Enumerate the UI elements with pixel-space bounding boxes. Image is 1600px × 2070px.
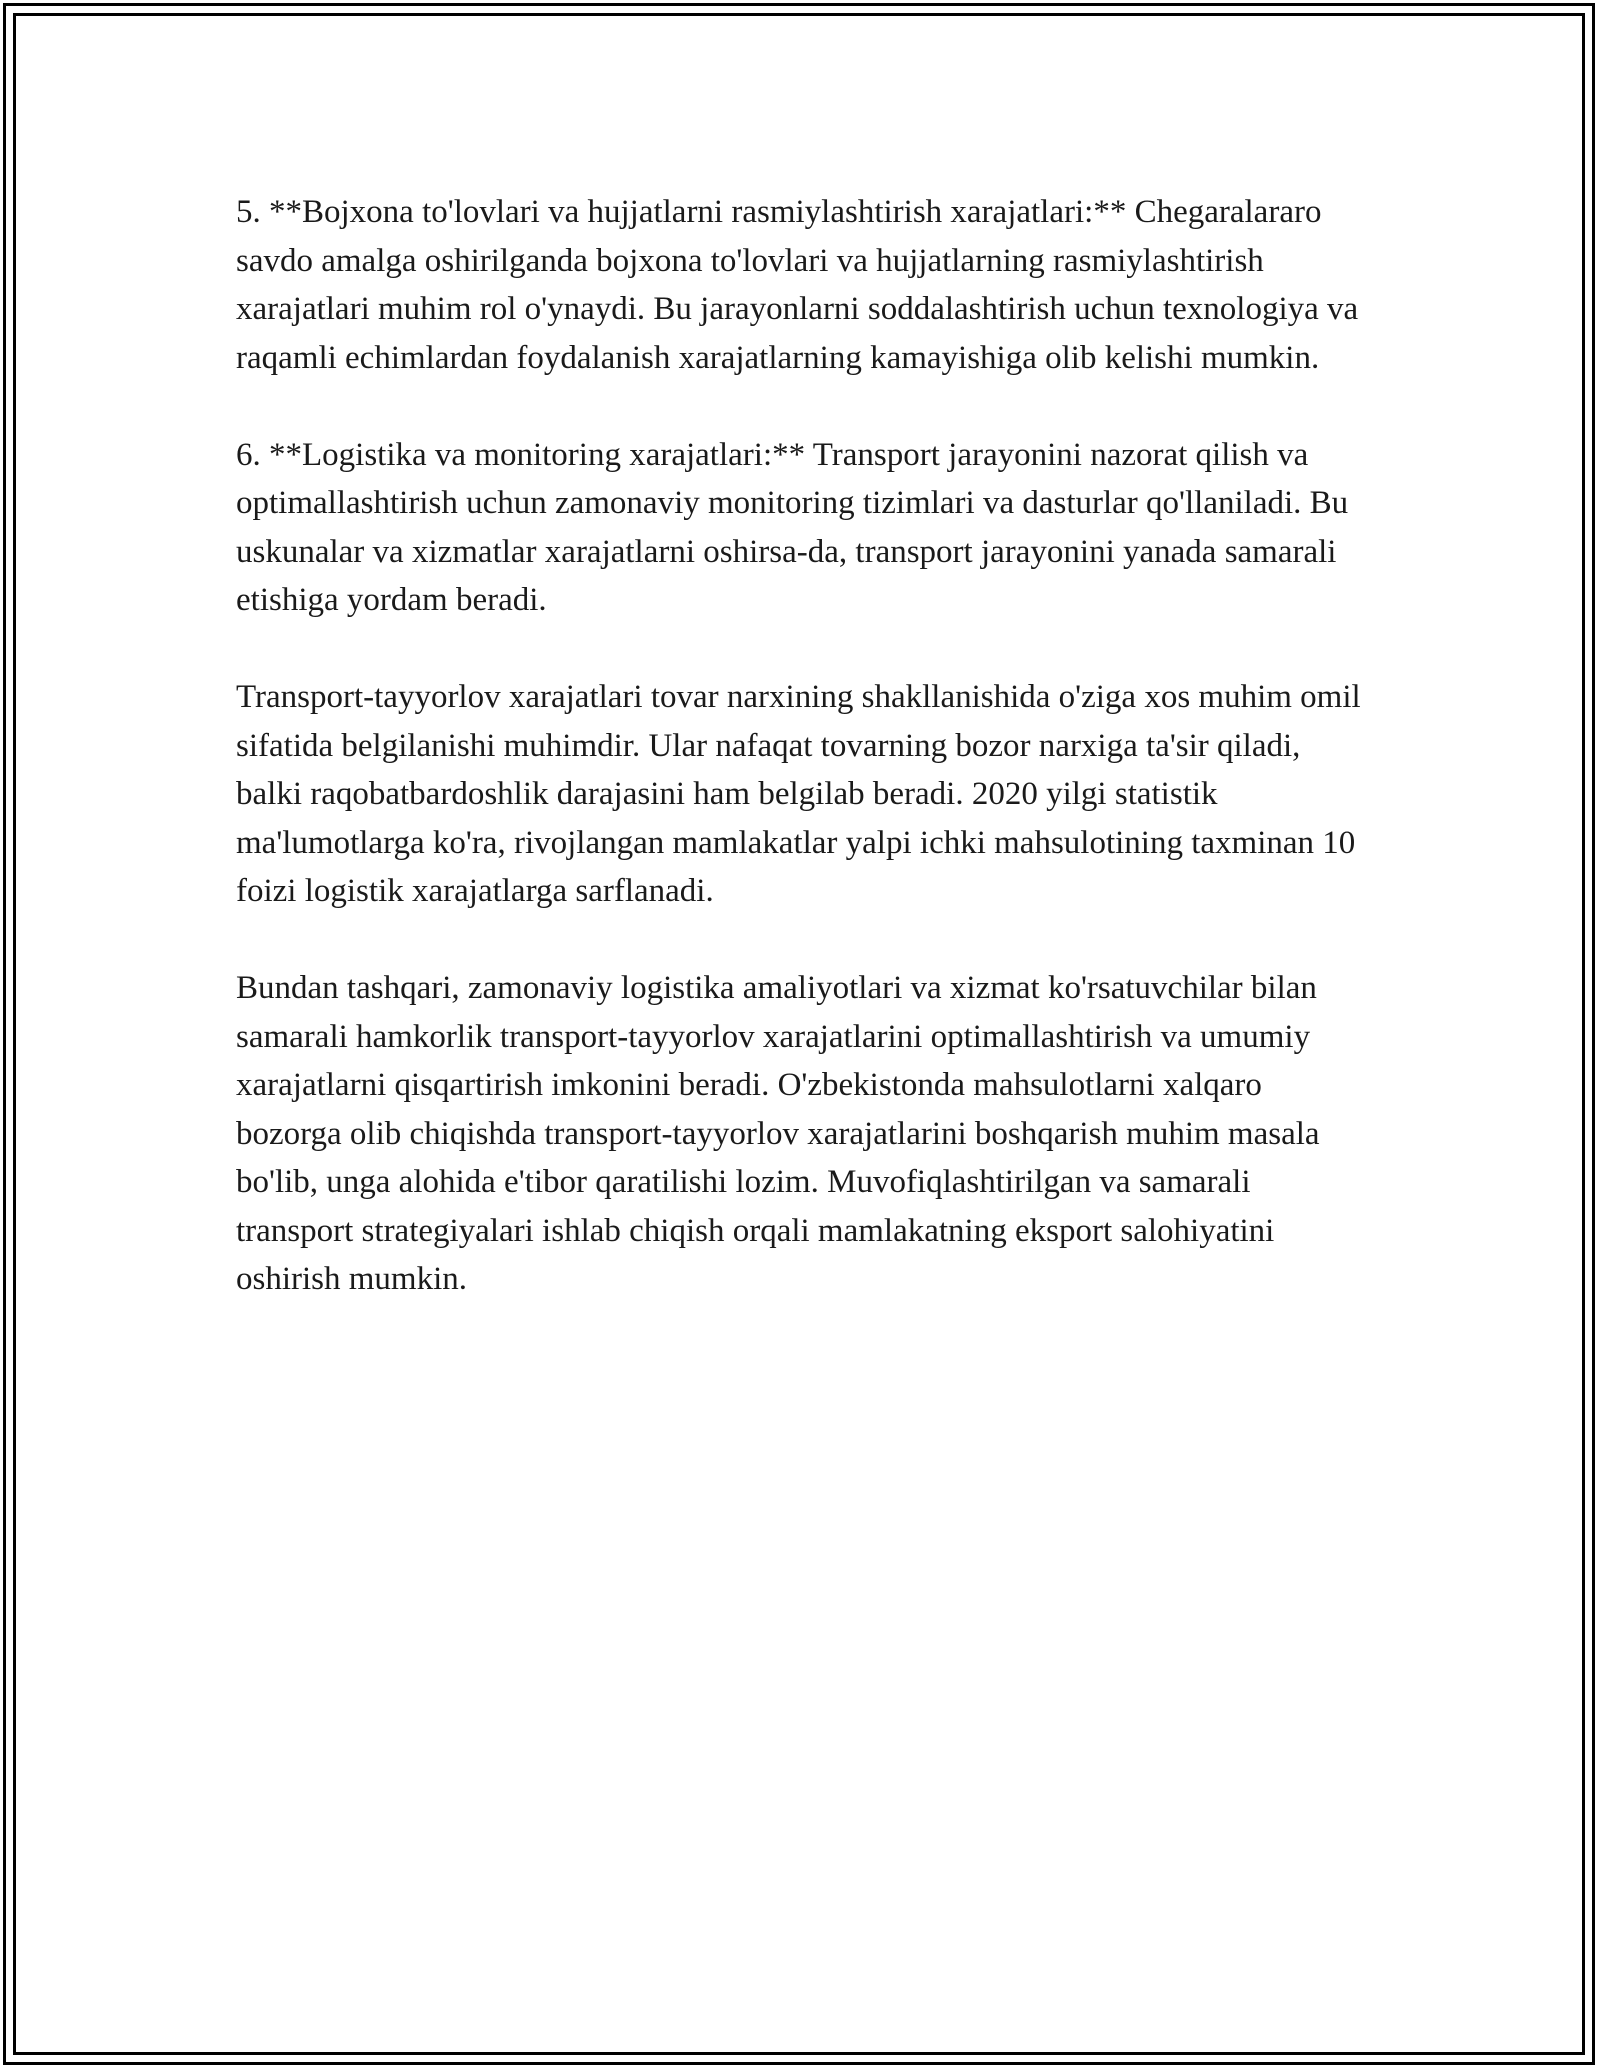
paragraph-customs-costs: 5. **Bojxona to'lovlari va hujjatlarni rasmiylashtirish xarajatlari:** Chegaralararo savdo amalga oshirilganda bojxona to'lovlari va hujjatlarning rasmiylashtirish xarajatlari muhim rol o'ynaydi. Bu jarayonlarni soddalashtirish uchun texnologiya va raqamli echimlardan foydalanish xarajatlarning kamayishiga olib kelishi mumkin. xyxy=(236,194,1359,376)
paragraph-price-formation: Transport-tayyorlov xarajatlari tovar narxining shakllanishida o'ziga xos muhim omil sifatida belgilanishi muhimdir. Ular nafaqat tovarning bozor narxiga ta'sir qiladi, balki raqobatbardoshlik darajasini ham belgilab beradi. 2020 yilgi statistik ma'lumotlarga ko'ra, rivojlangan mamlakatlar yalpi ichki mahsulotining taxminan 10 foizi logistik xarajatlarga sarflanadi. xyxy=(236,679,1361,909)
paragraph-conclusion: Bundan tashqari, zamonaviy logistika amaliyotlari va xizmat ko'rsatuvchilar bilan samarali hamkorlik transport-tayyorlov xarajatlarini optimallashtirish va umumiy xarajatlarni qisqartirish imkonini beradi. O'zbekistonda mahsulotlarni xalqaro bozorga olib chiqishda transport-tayyorlov xarajatlarini boshqarish muhim masala bo'lib, unga alohida e'tibor qaratilishi lozim. Muvofiqlashtirilgan va samarali transport strategiyalari ishlab chiqish orqali mamlakatning eksport salohiyatini oshirish mumkin. xyxy=(236,970,1320,1297)
document-body xyxy=(236,188,1366,1304)
paragraph-logistics-monitoring: 6. **Logistika va monitoring xarajatlari:** Transport jarayonini nazorat qilish va optimallashtirish uchun zamonaviy monitoring tizimlari va dasturlar qo'llaniladi. Bu uskunalar va xizmatlar xarajatlarni oshirsa-da, transport jarayonini yanada samarali etishiga yordam beradi. xyxy=(236,436,1349,618)
